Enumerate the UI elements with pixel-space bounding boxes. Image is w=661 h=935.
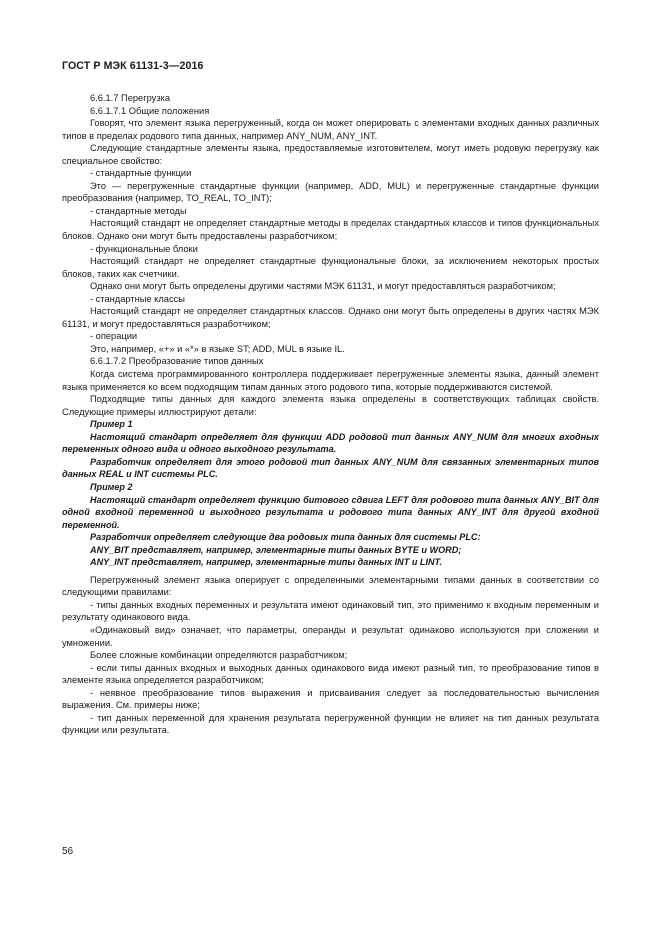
list-item: - функциональные блоки: [90, 243, 198, 254]
paragraph: Подходящие типы данных для каждого элемента языка определены в соответствующих таблицах свойств. Следующие примеры иллюстрируют детали:: [62, 394, 599, 417]
example-text: ANY_INT представляет, например, элементарные типы данных INT и LINT.: [90, 557, 442, 568]
paragraph: Это, например, «+» и «*» в языке ST; ADD, MUL в языке IL.: [90, 343, 345, 354]
standard-header: ГОСТ Р МЭК 61131-3—2016: [62, 60, 204, 72]
example-text: Настоящий стандарт определяет функцию битового сдвига LEFT для родового типа данных ANY_BIT для одной входной переменной и выходного результата и родового типа данных ANY_INT для другой входной переменной.: [62, 494, 599, 530]
example-text: ANY_BIT представляет, например, элементарные типы данных BYTE и WORD;: [90, 544, 462, 555]
paragraph: Говорят, что элемент языка перегруженный, когда он может оперировать с элементами входных данных различных типов в пределах родового типа данных, например ANY_NUM, ANY_INT.: [62, 118, 599, 141]
example-text: Разработчик определяет для этого родовой тип данных ANY_NUM для связанных элементарных типов данных REAL и INT системы PLC.: [62, 456, 599, 480]
page-number: 56: [62, 846, 74, 857]
list-item: - типы данных входных переменных и результата имеют одинаковый тип, это применимо к входным переменным и результату одинакового вида.: [62, 599, 599, 623]
section-heading: 6.6.1.7 Перегрузка: [90, 93, 171, 103]
paragraph: Настоящий стандарт не определяет стандартные функциональные блоки, за исключением некоторых простых блоков, таких как счетчики.: [62, 256, 599, 279]
list-item: - стандартные классы: [90, 293, 185, 304]
paragraph: Следующие стандартные элементы языка, предоставляемые изготовителем, могут иметь родовую перегрузку как специальное свойство:: [62, 143, 599, 166]
paragraph: «Одинаковый вид» означает, что параметры, операнды и результат одинаково используются при сложении и умножении.: [62, 624, 599, 648]
example-heading: Пример 2: [90, 481, 133, 492]
paragraph: Однако они могут быть определены другими частями МЭК 61131, и могут предоставляться разработчиком;: [90, 281, 556, 292]
subsection-heading: 6.6.1.7.2 Преобразование типов данных: [90, 356, 264, 367]
subsection-heading: 6.6.1.7.1 Общие положения: [90, 105, 210, 116]
document-body: [62, 92, 599, 737]
list-item: - если типы данных входных и выходных данных одинакового вида имеют разный тип, то преобразование типов в элементе языка определяется разработчиком;: [62, 662, 599, 686]
paragraph: Перегруженный элемент языка оперирует с определенными элементарными типами данных в соответствии со следующими правилами:: [62, 574, 599, 598]
example-text: Настоящий стандарт определяет для функции ADD родовой тип данных ANY_NUM для многих входных переменных одного вида и одного выходного результата.: [62, 431, 599, 455]
list-item: - стандартные функции: [90, 168, 192, 179]
paragraph: Более сложные комбинации определяются разработчиком;: [90, 650, 348, 661]
paragraph: Когда система программированного контроллера поддерживает перегруженные элементы языка, данный элемент языка применяется ко всем подходящим типам данных этого родового типа, которые поддерживаются системой.: [62, 369, 599, 392]
example-heading: Пример 1: [90, 419, 133, 430]
paragraph: Настоящий стандарт не определяет стандартных классов. Однако они могут быть определены в других частях МЭК 61131, и могут предоставляться разработчиком;: [62, 306, 599, 329]
list-item: - стандартные методы: [90, 205, 187, 216]
list-item: - операции: [90, 331, 138, 342]
list-item: - неявное преобразование типов выражения и присваивания следует за последовательностью вычисления выражения. См. примеры ниже;: [62, 687, 599, 711]
list-item: - тип данных переменной для хранения результата перегруженной функции не влияет на тип данных результата функции или результата.: [62, 712, 599, 736]
paragraph: Это — перегруженные стандартные функции (например, ADD, MUL) и перегруженные стандартные функции преобразования (например, TO_REAL, TO_INT);: [62, 180, 599, 204]
paragraph: Настоящий стандарт не определяет стандартные методы в пределах стандартных классов и типов функциональных блоков. Однако они могут быть предоставлены разработчиком;: [62, 218, 599, 242]
example-text: Разработчик определяет следующие два родовых типа данных для системы PLC:: [90, 532, 481, 543]
